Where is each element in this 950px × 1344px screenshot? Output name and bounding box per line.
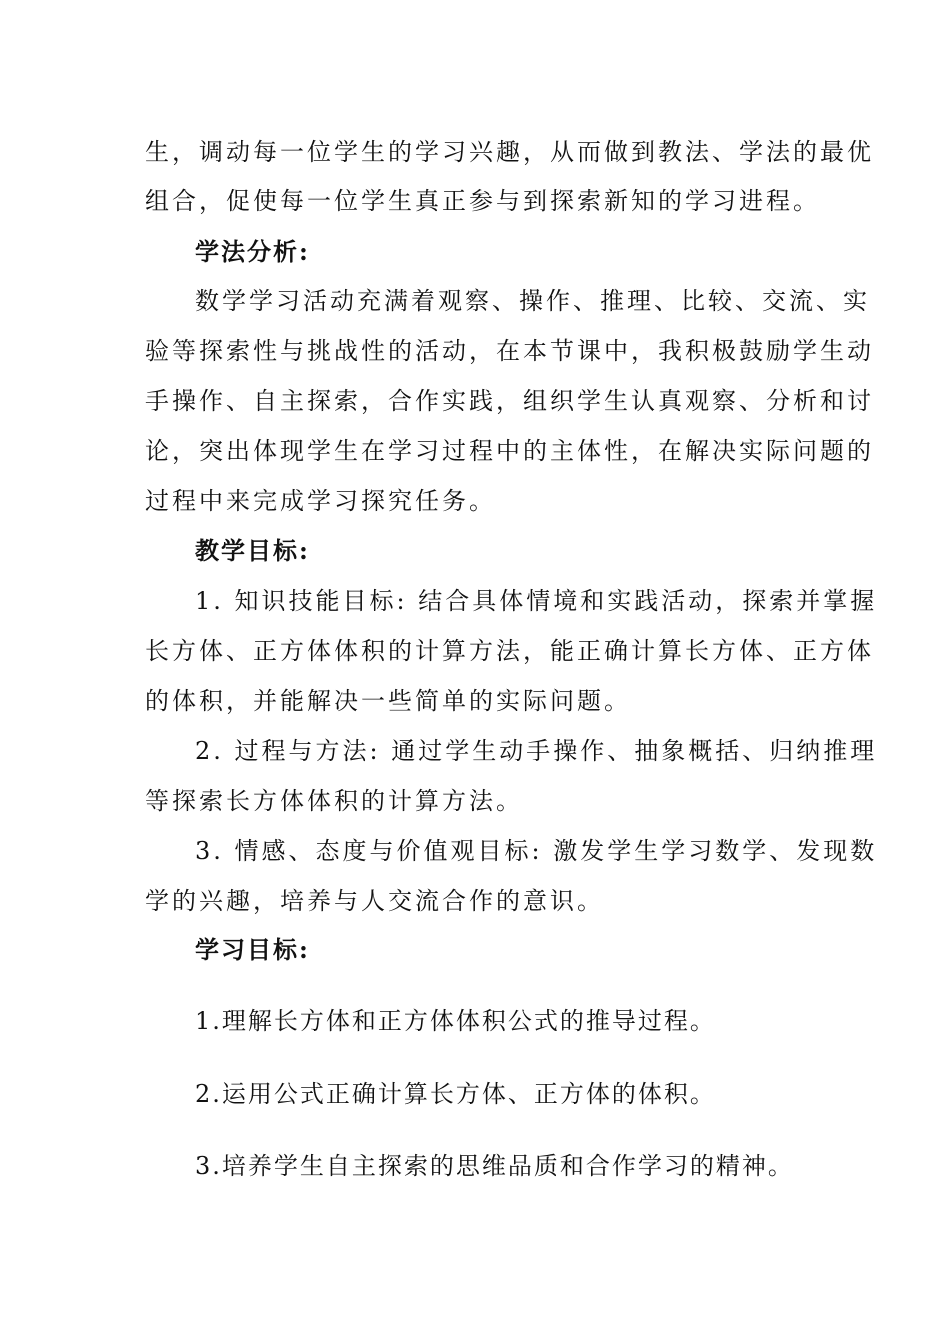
- learning-goals-heading: 学习目标:: [195, 935, 310, 964]
- teaching-goals-line-1: 1. 知识技能目标: 结合具体情境和实践活动，探索并掌握: [195, 587, 878, 615]
- teaching-goals-line-6: 3. 情感、态度与价值观目标: 激发学生学习数学、发现数: [195, 837, 878, 865]
- intro-line-2: 组合，促使每一位学生真正参与到探索新知的学习进程。: [145, 187, 820, 215]
- learning-goal-item-2: 2.运用公式正确计算长方体、正方体的体积。: [195, 1080, 716, 1108]
- study-method-heading: 学法分析:: [195, 237, 310, 266]
- teaching-goals-line-7: 学的兴趣，培养与人交流合作的意识。: [145, 887, 604, 915]
- learning-goal-item-3: 3.培养学生自主探索的思维品质和合作学习的精神。: [195, 1152, 794, 1180]
- intro-line-1: 生，调动每一位学生的学习兴趣，从而做到教法、学法的最优: [145, 138, 874, 166]
- teaching-goals-line-5: 等探索长方体体积的计算方法。: [145, 787, 523, 815]
- study-method-line-1: 数学学习活动充满着观察、操作、推理、比较、交流、实: [195, 287, 870, 315]
- study-method-line-3: 手操作、自主探索，合作实践，组织学生认真观察、分析和讨: [145, 387, 874, 415]
- teaching-goals-heading: 教学目标:: [195, 536, 310, 565]
- teaching-goals-line-2: 长方体、正方体体积的计算方法，能正确计算长方体、正方体: [145, 637, 874, 665]
- learning-goal-item-1: 1.理解长方体和正方体体积公式的推导过程。: [195, 1007, 716, 1035]
- study-method-line-5: 过程中来完成学习探究任务。: [145, 487, 496, 515]
- teaching-goals-line-3: 的体积，并能解决一些简单的实际问题。: [145, 687, 631, 715]
- study-method-line-2: 验等探索性与挑战性的活动，在本节课中，我积极鼓励学生动: [145, 337, 874, 365]
- study-method-line-4: 论，突出体现学生在学习过程中的主体性，在解决实际问题的: [145, 437, 874, 465]
- teaching-goals-line-4: 2. 过程与方法: 通过学生动手操作、抽象概括、归纳推理: [195, 737, 878, 765]
